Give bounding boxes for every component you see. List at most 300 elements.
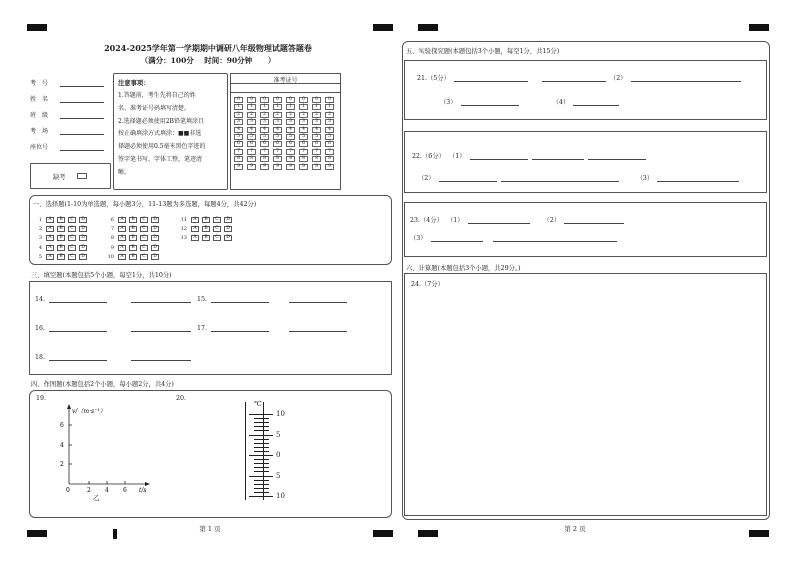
mc-question-row — [32, 245, 90, 251]
exam-id-bubble[interactable]: 0 — [247, 97, 256, 103]
mc-option-bubble[interactable]: A — [118, 226, 126, 232]
exam-id-bubble[interactable]: 2 — [325, 112, 334, 118]
q21-box — [404, 60, 767, 120]
mc-option-bubble[interactable]: A — [46, 226, 54, 232]
mc-option-bubble[interactable]: C — [140, 254, 148, 260]
mc-option-bubble[interactable]: A — [118, 245, 126, 251]
exam-id-bubble[interactable]: 9 — [260, 164, 269, 170]
student-field-label: 班 级 — [30, 112, 49, 119]
exam-id-bubble[interactable]: 6 — [286, 141, 295, 147]
exam-id-bubble[interactable]: 0 — [286, 97, 295, 103]
mc-option-bubble[interactable]: C — [68, 254, 76, 260]
mc-option-bubble[interactable]: D — [79, 235, 87, 241]
page-title: 2024-2025学年第一学期期中调研八年级物理试题答题卷 — [104, 43, 312, 53]
page-number-left: 第 1 页 — [199, 525, 221, 533]
student-field-input[interactable] — [60, 128, 104, 135]
q22-box — [404, 131, 767, 193]
exam-id-bubble[interactable]: 2 — [312, 112, 321, 118]
graph-xtick-4: 4 — [105, 487, 109, 494]
mc-question-row — [32, 235, 90, 241]
mc-option-bubble[interactable]: B — [202, 226, 210, 232]
exam-id-bubble[interactable]: 1 — [286, 104, 295, 110]
thermometer-label: 0 — [276, 451, 281, 459]
exam-id-bubble[interactable]: 8 — [299, 156, 308, 162]
exam-id-bubble[interactable]: 5 — [312, 134, 321, 140]
exam-id-bubble[interactable]: 4 — [273, 127, 282, 133]
mc-question-number: 7 — [110, 226, 114, 233]
thermometer-tick — [249, 455, 263, 456]
exam-id-bubble[interactable]: 9 — [325, 164, 334, 170]
exam-id-bubble[interactable]: 4 — [234, 127, 243, 133]
q23-label: 23.（4分） — [410, 217, 443, 224]
mc-question-number: 6 — [110, 217, 114, 223]
thermometer-tick — [254, 443, 263, 444]
q24-answer-box[interactable] — [404, 273, 767, 516]
student-field — [30, 110, 104, 119]
exam-id-bubble[interactable]: 9 — [312, 164, 321, 170]
q21-part1-blank-2[interactable] — [542, 75, 606, 82]
q21-label: 21.（5分） — [417, 75, 450, 82]
section5-title: 五、实验探究题(本题包括3个小题，每空1分，共15分) — [406, 48, 560, 55]
exam-id-bubble[interactable]: 7 — [286, 149, 295, 155]
notice-box — [113, 73, 228, 190]
q17-blank-1[interactable] — [211, 325, 269, 332]
section6-title: 六、计算题(本题包括3个小题，共29分。) — [406, 265, 521, 272]
thermometer-label: 5 — [276, 471, 281, 480]
mc-option-bubble[interactable]: B — [129, 254, 137, 260]
student-field — [30, 142, 104, 151]
q16-blank-2[interactable] — [131, 325, 191, 332]
exam-id-bubble[interactable]: 8 — [325, 156, 334, 162]
exam-id-bubble[interactable]: 1 — [312, 104, 321, 110]
q16-row — [35, 325, 191, 332]
registration-mark-top-left — [27, 24, 47, 31]
exam-id-bubble[interactable]: 2 — [234, 112, 243, 118]
notice-line: 择题必须使用0.5毫米黑色字迹的 — [118, 143, 206, 151]
exam-id-bubble[interactable]: 8 — [234, 156, 243, 162]
mc-option-bubble[interactable]: C — [140, 217, 148, 223]
thermometer-tick — [263, 488, 269, 489]
mc-option-bubble[interactable]: C — [68, 226, 76, 232]
exam-id-bubble[interactable]: 7 — [273, 149, 282, 155]
mc-option-bubble[interactable]: D — [151, 254, 159, 260]
q18-blank-2[interactable] — [131, 354, 191, 361]
exam-id-bubble[interactable]: 0 — [299, 97, 308, 103]
student-field-input[interactable] — [60, 112, 104, 119]
mc-question-number: 8 — [110, 235, 114, 242]
exam-id-bubble[interactable]: 2 — [286, 112, 295, 118]
page-subtitle: （满分：100分 时间：90分钟 ） — [140, 56, 276, 65]
mc-option-bubble[interactable]: A — [118, 254, 126, 260]
graph-xlabel: t/s — [139, 487, 147, 494]
exam-id-bubble[interactable]: 5 — [286, 134, 295, 140]
mc-option-bubble[interactable]: B — [129, 245, 137, 251]
mc-option-bubble[interactable]: A — [46, 245, 54, 251]
notice-heading: 注意事项： — [118, 80, 150, 87]
registration-mark-top-center-right — [418, 24, 438, 31]
q23-box — [404, 202, 767, 257]
q23-part1-blank[interactable] — [468, 217, 530, 224]
q22-part1-blank-1[interactable] — [470, 153, 528, 160]
mc-question-row — [32, 217, 90, 223]
thermometer-tick — [263, 435, 273, 436]
q21-part2-blank[interactable] — [631, 75, 741, 82]
thermometer-tick — [254, 430, 263, 431]
graph-caption: 乙 — [93, 494, 100, 502]
exam-id-bubble[interactable]: 2 — [299, 112, 308, 118]
thermometer-tick — [254, 422, 263, 423]
section4-title: 四、作图题(本题包括2个小题，每小题2分，共4分) — [31, 381, 174, 388]
q23-part3-label: （3） — [410, 235, 427, 242]
registration-mark-bottom-center-left — [373, 530, 393, 537]
mc-option-bubble[interactable]: C — [213, 217, 221, 223]
registration-mark-bottom-small — [113, 529, 117, 539]
mc-option-bubble[interactable]: D — [151, 226, 159, 232]
exam-id-box — [230, 73, 341, 190]
q23-part2-label: （2） — [543, 217, 561, 224]
mc-option-bubble[interactable]: D — [151, 235, 159, 241]
q22-part2-blank-1[interactable] — [439, 175, 497, 182]
student-field-input[interactable] — [60, 96, 104, 103]
exam-id-bubble[interactable]: 2 — [260, 112, 269, 118]
exam-id-bubble[interactable]: 6 — [273, 141, 282, 147]
mc-option-bubble[interactable]: B — [202, 235, 210, 241]
thermometer-tick — [249, 435, 263, 436]
mc-option-bubble[interactable]: D — [151, 217, 159, 223]
thermometer-tick — [263, 414, 273, 415]
mc-option-bubble[interactable]: B — [57, 226, 65, 232]
mc-option-bubble[interactable]: B — [57, 254, 65, 260]
q16-label: 16. — [35, 325, 46, 332]
exam-id-bubble[interactable]: 1 — [273, 104, 282, 110]
mc-option-bubble[interactable]: A — [191, 235, 199, 241]
registration-mark-bottom-right — [749, 530, 769, 537]
graph-ytick-6: 6 — [60, 422, 64, 429]
student-field-input[interactable] — [60, 144, 104, 151]
exam-id-bubble[interactable]: 7 — [312, 149, 321, 155]
exam-id-bubble[interactable]: 9 — [286, 164, 295, 170]
exam-id-bubble[interactable]: 5 — [325, 134, 334, 140]
exam-id-bubble[interactable]: 4 — [299, 127, 308, 133]
mc-option-bubble[interactable]: A — [46, 217, 54, 223]
mc-question-number: 3 — [38, 235, 42, 242]
mc-option-bubble[interactable]: C — [213, 235, 221, 241]
exam-id-bubble[interactable]: 6 — [299, 141, 308, 147]
mc-question-number: 4 — [38, 244, 42, 251]
thermometer-tick — [254, 488, 263, 489]
thermometer-tick — [263, 443, 269, 444]
thermometer-tick — [263, 480, 269, 481]
thermometer-tick — [249, 496, 263, 497]
thermometer-label: 5 — [276, 430, 281, 439]
mc-option-bubble[interactable]: A — [118, 235, 126, 241]
thermometer-tick — [254, 447, 263, 448]
thermometer-tick — [263, 430, 269, 431]
q21-part1-blank[interactable] — [454, 75, 528, 82]
q23-part1-label: （1） — [446, 217, 464, 224]
exam-id-bubble[interactable]: 1 — [234, 104, 243, 110]
thermometer-tick — [249, 414, 263, 415]
section1-title: 一、选择题(1-10为单选题，每小题3分，11-13题为多选题，每题4分，共42分) — [33, 201, 257, 208]
exam-id-bubble[interactable]: 5 — [247, 134, 256, 140]
exam-id-bubble[interactable]: 4 — [286, 127, 295, 133]
q21-part4-blank[interactable] — [573, 99, 619, 106]
mc-option-bubble[interactable]: D — [79, 254, 87, 260]
q21-part3-label: （3） — [440, 99, 457, 106]
thermometer-tick — [254, 471, 263, 472]
exam-id-bubble[interactable]: 0 — [260, 97, 269, 103]
exam-id-bubble[interactable]: 5 — [299, 134, 308, 140]
mc-option-bubble[interactable]: C — [68, 245, 76, 251]
exam-id-bubble[interactable]: 3 — [299, 119, 308, 125]
q15-label: 15. — [197, 296, 208, 303]
student-field — [30, 94, 104, 103]
thermometer-tick — [263, 471, 269, 472]
exam-id-bubble[interactable]: 4 — [325, 127, 334, 133]
exam-id-bubble[interactable]: 3 — [273, 119, 282, 125]
exam-id-bubble[interactable]: 7 — [234, 149, 243, 155]
mc-question-number: 11 — [180, 217, 187, 223]
exam-id-bubble[interactable]: 8 — [273, 156, 282, 162]
exam-id-bubble[interactable]: 0 — [273, 97, 282, 103]
thermometer-tick — [254, 459, 263, 460]
mc-option-bubble[interactable]: A — [46, 254, 54, 260]
mc-question-number: 13 — [180, 235, 187, 242]
mc-option-bubble[interactable]: D — [79, 217, 87, 223]
student-field-label: 考 号 — [30, 80, 49, 87]
exam-id-bubble[interactable]: 2 — [273, 112, 282, 118]
q21-part4-label: （4） — [552, 99, 570, 106]
q14-label: 14. — [35, 296, 46, 303]
exam-id-bubble[interactable]: 2 — [247, 112, 256, 118]
graph-ytick-2: 2 — [60, 461, 64, 468]
exam-id-bubble[interactable]: 8 — [286, 156, 295, 162]
thermometer-tick — [263, 484, 269, 485]
exam-id-bubble[interactable]: 8 — [260, 156, 269, 162]
student-field-label: 座位号 — [30, 144, 49, 151]
exam-id-bubble[interactable]: 3 — [247, 119, 256, 125]
q17-label: 17. — [197, 325, 208, 332]
graph-ytick-4: 4 — [60, 442, 64, 449]
thermometer-left-wall — [245, 402, 246, 500]
exam-id-bubble[interactable]: 8 — [312, 156, 321, 162]
q22-part2-blank-2[interactable] — [501, 175, 619, 182]
thermometer-tick — [263, 467, 269, 468]
q17-blank-2[interactable] — [289, 325, 347, 332]
thermometer-tick — [249, 476, 263, 477]
exam-id-bubble[interactable]: 1 — [260, 104, 269, 110]
mc-option-bubble[interactable]: C — [68, 217, 76, 223]
q21-part3-blank[interactable] — [461, 99, 519, 106]
mc-question-number: 2 — [38, 226, 42, 233]
mc-option-bubble[interactable]: B — [202, 217, 210, 223]
exam-id-bubble[interactable]: 3 — [260, 119, 269, 125]
graph-y-arrow — [67, 404, 71, 409]
mc-option-bubble[interactable]: D — [79, 245, 87, 251]
exam-id-bubble[interactable]: 4 — [312, 127, 321, 133]
thermometer-label: 10 — [276, 492, 285, 500]
exam-id-bubble[interactable]: 3 — [286, 119, 295, 125]
thermometer-tick — [263, 447, 269, 448]
thermometer-tick — [263, 463, 269, 464]
exam-id-bubble[interactable]: 9 — [273, 164, 282, 170]
exam-id-bubble[interactable]: 7 — [260, 149, 269, 155]
q22-part1-blank-2[interactable] — [532, 153, 584, 160]
exam-id-bubble[interactable]: 9 — [247, 164, 256, 170]
mc-option-bubble[interactable]: B — [57, 235, 65, 241]
exam-id-bubble[interactable]: 3 — [234, 119, 243, 125]
mc-option-bubble[interactable]: C — [140, 235, 148, 241]
thermometer-label: 10 — [276, 410, 285, 418]
exam-id-bubble[interactable]: 0 — [234, 97, 243, 103]
mc-option-bubble[interactable]: D — [79, 226, 87, 232]
notice-line: 1.答题前，考生先将自己的姓 — [118, 92, 196, 99]
exam-id-bubble[interactable]: 3 — [325, 119, 334, 125]
absent-label: 缺考 — [53, 174, 66, 181]
exam-id-bubble[interactable]: 6 — [312, 141, 321, 147]
mc-question-row — [177, 235, 235, 241]
mc-question-row — [104, 226, 162, 232]
thermometer-tick — [263, 492, 269, 493]
q23-part2-blank[interactable] — [564, 217, 624, 224]
q24-label: 24.（7分） — [411, 281, 444, 288]
mc-option-bubble[interactable]: A — [118, 217, 126, 223]
exam-id-bubble[interactable]: 1 — [299, 104, 308, 110]
q23-row-1 — [410, 215, 624, 224]
student-field — [30, 126, 104, 135]
exam-id-bubble[interactable]: 9 — [234, 164, 243, 170]
graph-xtick-6: 6 — [123, 487, 127, 494]
thermometer-tick — [263, 455, 273, 456]
section3-title: 三、填空题(本题包括5个小题，每空1分，共10分) — [31, 272, 172, 279]
q14-blank-2[interactable] — [131, 296, 191, 303]
exam-id-bubble-grid — [234, 97, 336, 170]
exam-id-bubble[interactable]: 8 — [247, 156, 256, 162]
q22-label: 22.（6分） — [412, 153, 445, 160]
q14-blank-1[interactable] — [49, 296, 107, 303]
exam-id-bubble[interactable]: 5 — [260, 134, 269, 140]
mc-question-number: 9 — [110, 244, 114, 251]
absent-bubble[interactable] — [77, 173, 87, 179]
exam-id-bubble[interactable]: 7 — [247, 149, 256, 155]
q16-blank-1[interactable] — [49, 325, 107, 332]
mc-option-bubble[interactable]: B — [57, 245, 65, 251]
mc-option-bubble[interactable]: B — [57, 217, 65, 223]
exam-id-bubble[interactable]: 6 — [325, 141, 334, 147]
mc-option-bubble[interactable]: D — [224, 226, 232, 232]
thermometer-tick — [263, 426, 269, 427]
mc-question-row — [32, 226, 90, 232]
mc-option-bubble[interactable]: C — [140, 245, 148, 251]
exam-id-bubble[interactable]: 3 — [312, 119, 321, 125]
q18-label: 18. — [35, 354, 46, 361]
mc-question-row — [104, 235, 162, 241]
mc-question-row — [32, 254, 90, 260]
student-field-label: 考 场 — [30, 128, 49, 135]
mc-question-row — [104, 217, 162, 223]
mc-question-row — [177, 226, 235, 232]
graph-xtick-2: 2 — [87, 487, 91, 494]
thermometer-tick — [254, 484, 263, 485]
q22-part3-blank[interactable] — [657, 175, 739, 182]
exam-id-bubble[interactable]: 4 — [247, 127, 256, 133]
exam-id-bubble[interactable]: 7 — [325, 149, 334, 155]
exam-id-bubble[interactable]: 5 — [234, 134, 243, 140]
mc-question-row — [104, 254, 162, 260]
mc-option-bubble[interactable]: B — [129, 235, 137, 241]
q22-row-1 — [412, 151, 646, 160]
q23-part3-blank-2[interactable] — [493, 235, 617, 242]
thermometer[interactable] — [243, 400, 293, 500]
mc-option-bubble[interactable]: B — [129, 217, 137, 223]
exam-id-bubble[interactable]: 4 — [260, 127, 269, 133]
thermometer-tick — [263, 476, 273, 477]
mc-question-row — [104, 245, 162, 251]
thermometer-tick — [263, 418, 269, 419]
exam-id-bubble[interactable]: 6 — [234, 141, 243, 147]
q15-blank-1[interactable] — [211, 296, 269, 303]
q21-part2-label: （2） — [609, 75, 627, 82]
q23-row-2 — [410, 233, 617, 242]
mc-question-number: 5 — [38, 253, 42, 260]
exam-id-bubble[interactable]: 1 — [247, 104, 256, 110]
exam-id-heading: 准考证号 — [231, 75, 340, 84]
q15-blank-2[interactable] — [289, 296, 347, 303]
q22-part2-label: （2） — [418, 175, 435, 182]
thermometer-tick — [254, 463, 263, 464]
exam-id-bubble[interactable]: 9 — [299, 164, 308, 170]
q17-row — [197, 325, 347, 332]
exam-id-bubble[interactable]: 7 — [299, 149, 308, 155]
notice-line: 2.选择题必须使用2B铅笔填涂且 — [118, 117, 204, 125]
mc-question-number: 12 — [180, 226, 187, 233]
q22-part1-blank-3[interactable] — [588, 153, 646, 160]
page-number-right: 第 2 页 — [564, 525, 586, 533]
thermometer-tick — [263, 451, 269, 452]
q18-blank-1[interactable] — [49, 354, 107, 361]
mc-option-bubble[interactable]: A — [191, 217, 199, 223]
student-field — [30, 78, 104, 87]
student-field-label: 姓 名 — [30, 96, 49, 103]
exam-id-write-row — [231, 84, 340, 93]
exam-id-bubble[interactable]: 0 — [312, 97, 321, 103]
mc-option-bubble[interactable]: D — [151, 245, 159, 251]
q18-row — [35, 354, 191, 361]
exam-id-bubble[interactable]: 1 — [325, 104, 334, 110]
exam-id-bubble[interactable]: 6 — [247, 141, 256, 147]
mc-option-bubble[interactable]: D — [224, 235, 232, 241]
mc-option-bubble[interactable]: C — [213, 226, 221, 232]
exam-id-bubble[interactable]: 5 — [273, 134, 282, 140]
mc-option-bubble[interactable]: B — [129, 226, 137, 232]
q21-row-2 — [440, 97, 619, 106]
q23-part3-blank-1[interactable] — [431, 235, 483, 242]
velocity-time-graph[interactable] — [55, 402, 155, 502]
mc-option-bubble[interactable]: C — [68, 235, 76, 241]
mc-option-bubble[interactable]: A — [191, 226, 199, 232]
thermometer-tick — [254, 451, 263, 452]
exam-id-bubble[interactable]: 0 — [325, 97, 334, 103]
student-field-input[interactable] — [60, 80, 104, 87]
mc-option-bubble[interactable]: C — [140, 226, 148, 232]
thermometer-tick — [263, 459, 269, 460]
graph-ylabel: v/（m·s⁻¹） — [72, 408, 106, 415]
mc-option-bubble[interactable]: D — [224, 217, 232, 223]
mc-option-bubble[interactable]: A — [46, 235, 54, 241]
exam-id-bubble[interactable]: 6 — [260, 141, 269, 147]
notice-lines — [118, 90, 206, 180]
notice-line: 按正确填涂方式填涂：■■非选 — [118, 130, 202, 138]
